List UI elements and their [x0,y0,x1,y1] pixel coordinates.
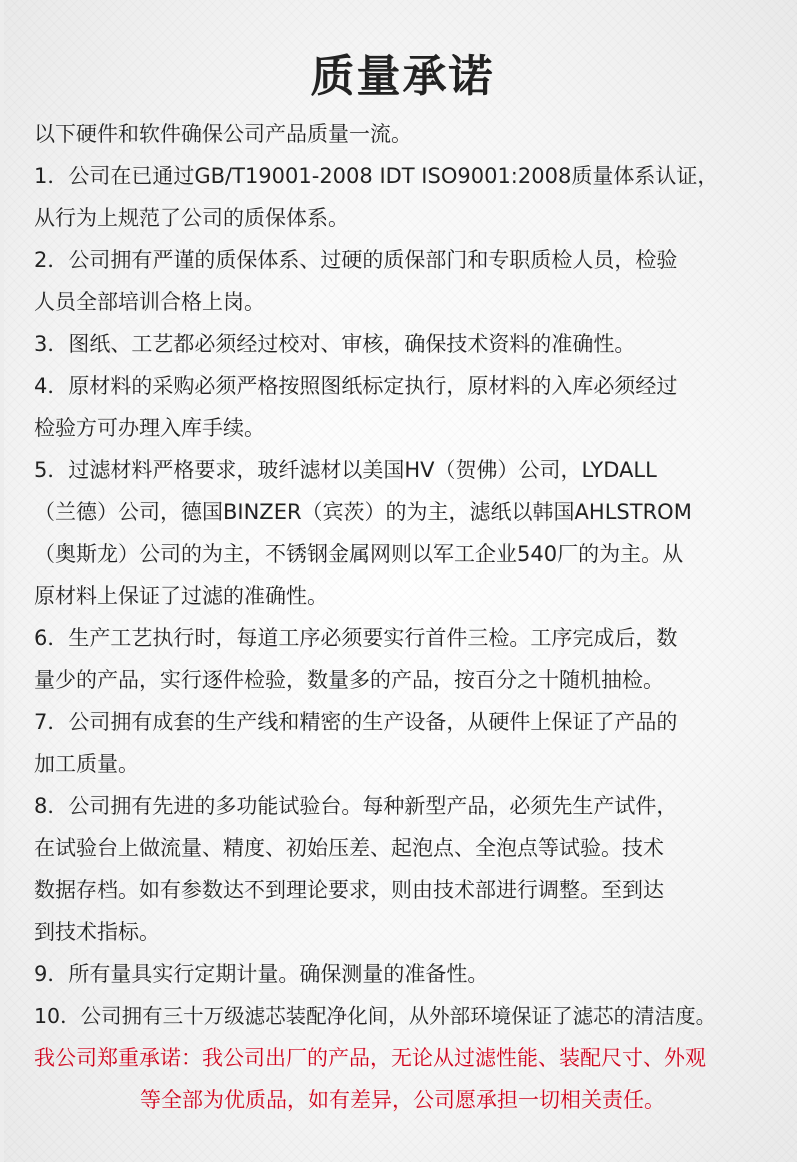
promise-line-1: 我公司郑重承诺：我公司出厂的产品，无论从过滤性能、装配尺寸、外观 [34,1046,706,1070]
item-5-line-3: （奥斯龙）公司的为主，不锈钢金属网则以军工企业540厂的为主。从 [34,542,684,566]
intro-line: 以下硬件和软件确保公司产品质量一流。 [34,122,412,146]
item-5-line-2: （兰德）公司，德国BINZER（宾茨）的为主，滤纸以韩国AHLSTROM [34,500,692,524]
item-8-line-3: 数据存档。如有参数达不到理论要求，则由技术部进行调整。至到达 [34,878,664,902]
item-8-line-2: 在试验台上做流量、精度、初始压差、起泡点、全泡点等试验。技术 [34,836,664,860]
item-8-line-4: 到技术指标。 [34,920,160,944]
item-10-line-1: 10．公司拥有三十万级滤芯装配净化间，从外部环境保证了滤芯的清洁度。 [34,1004,717,1028]
item-4-line-2: 检验方可办理入库手续。 [34,416,265,440]
page-title: 质量承诺 [310,51,495,102]
item-2-line-2: 人员全部培训合格上岗。 [34,290,265,314]
item-5-line-4: 原材料上保证了过滤的准确性。 [34,584,328,608]
item-3-line-1: 3．图纸、工艺都必须经过校对、审核，确保技术资料的准确性。 [34,332,636,356]
item-6-line-2: 量少的产品，实行逐件检验，数量多的产品，按百分之十随机抽检。 [34,668,664,692]
promise-line-2: 等全部为优质品，如有差异，公司愿承担一切相关责任。 [140,1088,665,1112]
item-1-line-2: 从行为上规范了公司的质保体系。 [34,206,349,230]
item-5-line-1: 5．过滤材料严格要求，玻纤滤材以美国HV（贺佛）公司，LYDALL [34,458,657,482]
item-8-line-1: 8．公司拥有先进的多功能试验台。每种新型产品，必须先生产试件， [34,794,678,818]
item-4-line-1: 4．原材料的采购必须严格按照图纸标定执行，原材料的入库必须经过 [34,374,678,398]
item-6-line-1: 6．生产工艺执行时，每道工序必须要实行首件三检。工序完成后，数 [34,626,678,650]
item-7-line-2: 加工质量。 [34,752,139,776]
item-9-line-1: 9．所有量具实行定期计量。确保测量的准备性。 [34,962,489,986]
item-2-line-1: 2．公司拥有严谨的质保体系、过硬的质保部门和专职质检人员，检验 [34,248,678,272]
item-7-line-1: 7．公司拥有成套的生产线和精密的生产设备，从硬件上保证了产品的 [34,710,678,734]
promise-body [34,113,794,1121]
item-1-line-1: 1．公司在已通过GB/T19001-2008 IDT ISO9001:2008质量体系认证， [34,164,719,188]
